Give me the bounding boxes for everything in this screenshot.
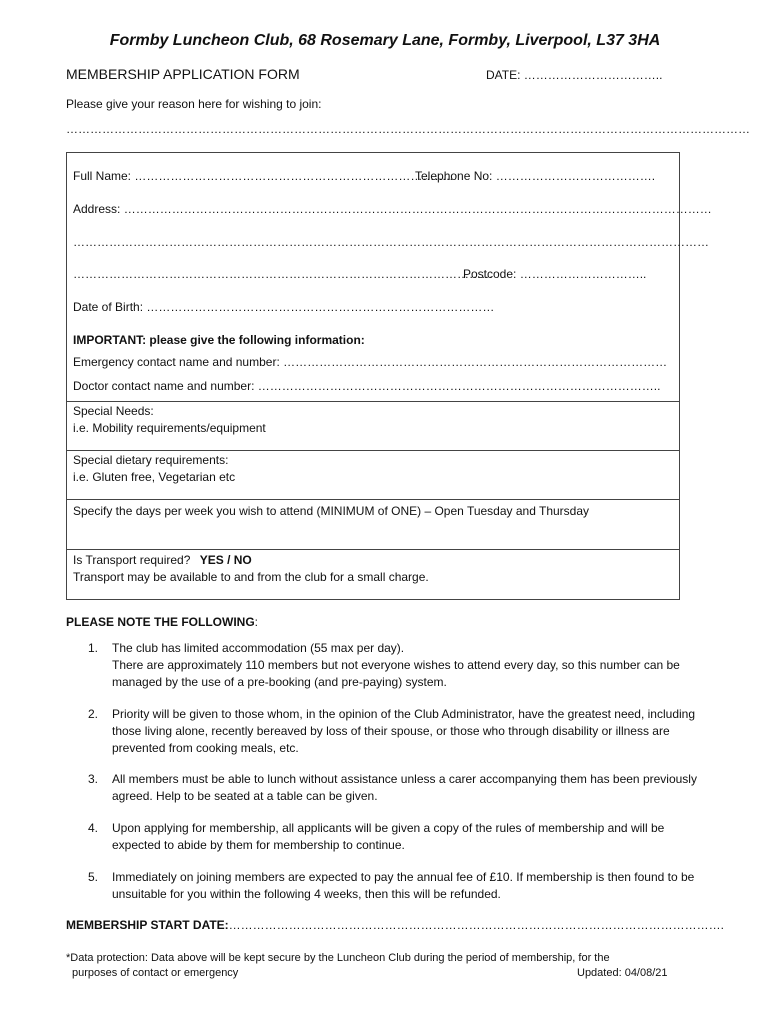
form-title: MEMBERSHIP APPLICATION FORM: [66, 66, 300, 82]
divider: [67, 549, 679, 550]
data-protection-note: *Data protection: Data above will be kept secure by the Luncheon Club during the period of membership, for the: [66, 952, 610, 964]
telephone-field[interactable]: Telephone No: ………………………………….: [415, 169, 656, 183]
note-number: 1.: [88, 641, 99, 655]
note-text: All members must be able to lunch without assistance unless a carer accompanying them has been previously agreed. Help to be seated at a table can be given.: [112, 772, 697, 803]
start-date-dots: …………………………………………………………………………………………………………….: [228, 918, 725, 932]
reason-field[interactable]: ………………………………………………………………………………………………………………………………………………………: [66, 122, 750, 136]
reason-label: Please give your reason here for wishing to join:: [66, 97, 322, 111]
date-field[interactable]: DATE: ……………………………..: [486, 68, 663, 82]
start-date-field[interactable]: [66, 918, 724, 932]
dietary-label: Special dietary requirements:: [73, 453, 229, 467]
note-text: Immediately on joining members are expected to pay the annual fee of £10. If membership is then found to be unsuitable for you within the following 4 weeks, then this will be refunded.: [112, 870, 695, 901]
applicant-details-box: [66, 152, 712, 600]
transport-yes-no[interactable]: YES / NO: [199, 553, 252, 567]
special-needs-example: i.e. Mobility requirements/equipment: [73, 421, 266, 435]
notes-heading: [66, 615, 258, 629]
doctor-contact-field[interactable]: Doctor contact name and number: ………………………………………………………………………………………..: [73, 379, 661, 393]
note-text: Priority will be given to those whom, in the opinion of the Club Administrator, have the greatest need, including those living alone, recently bereaved by loss of their spouse, or those who through disability or illness are prevented from cooking meals, etc.: [112, 707, 696, 755]
dob-field[interactable]: Date of Birth: ……………………………………………………………………………: [73, 300, 495, 314]
special-needs-label: Special Needs:: [73, 404, 154, 418]
note-text: The club has limited accommodation (55 max per day).: [112, 641, 405, 655]
note-number: 4.: [88, 821, 99, 835]
address-line-3[interactable]: ……………………………………………………………………………………………: [73, 267, 493, 281]
address-line-2[interactable]: ……………………………………………………………………………………………………………………………………………: [73, 235, 709, 249]
transport-label: Is Transport required?: [73, 553, 191, 567]
transport-question: [73, 553, 252, 567]
divider: [67, 499, 679, 500]
notes-heading-colon: :: [254, 615, 259, 629]
address-field[interactable]: Address: …………………………………………………………………………………………………………………………………: [73, 202, 712, 216]
note-number: 3.: [88, 772, 99, 786]
divider: [67, 450, 679, 451]
postcode-field[interactable]: Postcode: …………………………..: [463, 267, 647, 281]
data-protection-note-continued: purposes of contact or emergency: [72, 967, 239, 979]
transport-note: Transport may be available to and from the club for a small charge.: [73, 570, 429, 584]
notes-heading-text: PLEASE NOTE THE FOLLOWING: [66, 615, 255, 629]
note-number: 5.: [88, 870, 99, 884]
full-name-field[interactable]: Full Name: ……………………………………………………………………..: [73, 169, 454, 183]
dietary-example: i.e. Gluten free, Vegetarian etc: [73, 470, 236, 484]
page-title: Formby Luncheon Club, 68 Rosemary Lane, Formby, Liverpool, L37 3HA: [109, 32, 661, 49]
updated-date: Updated: 04/08/21: [577, 967, 668, 979]
emergency-contact-field[interactable]: Emergency contact name and number: ……………………………………………………………………………………: [73, 355, 668, 369]
start-date-label: MEMBERSHIP START DATE:: [66, 918, 229, 932]
attendance-days-label: Specify the days per week you wish to attend (MINIMUM of ONE) – Open Tuesday and Thursday: [73, 504, 590, 518]
note-text: Upon applying for membership, all applicants will be given a copy of the rules of membership and will be expected to abide by them for membership to continue.: [112, 821, 665, 852]
note-text-continued: There are approximately 110 members but not everyone wishes to attend every day, so this number can be managed by the use of a pre-booking (and pre-paying) system.: [112, 658, 680, 689]
note-number: 2.: [88, 707, 99, 721]
important-heading: IMPORTANT: please give the following information:: [73, 333, 365, 347]
divider: [67, 401, 679, 402]
